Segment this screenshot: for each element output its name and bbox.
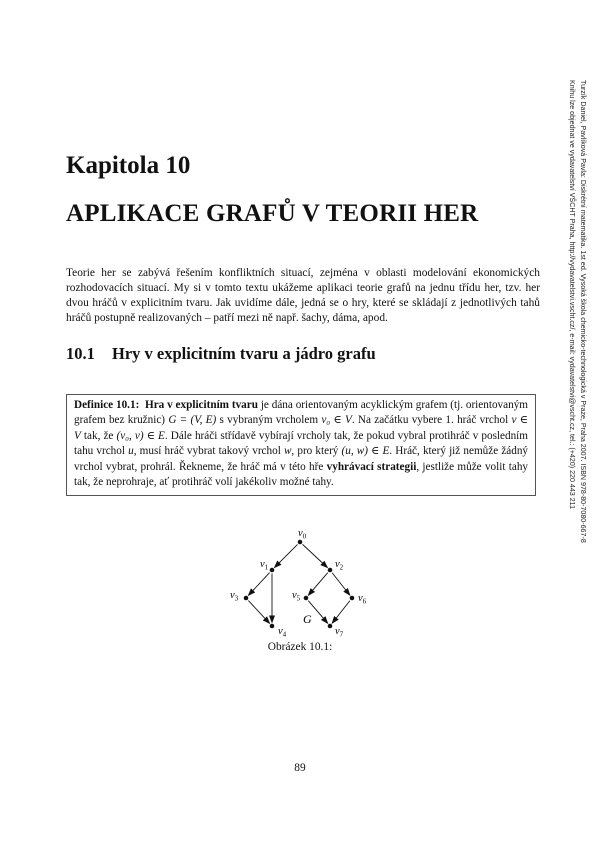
graph-node-label-v6: $v_6$ [358,593,367,606]
math-expression: u [128,445,134,458]
graph-node-v7 [328,624,333,629]
math-expression: v ∈ V [74,414,528,442]
definition-text: s vybraným vrcholem [216,414,322,427]
section-number: 10.1 [66,344,95,363]
graph-edge-v1-v3 [248,573,269,596]
definition-text: tak, že [80,429,117,442]
graph-edge-v6-v7 [332,601,350,623]
definition-text: , jestliže může volit tahy tak, že neprohraje, ať protihráč volí jakékoliv možné tahy. [74,460,529,489]
graph-node-label-v3: $v_3$ [230,590,239,603]
chapter-title: APLIKACE GRAFŮ V TEORII HER [66,200,479,227]
math-expression: G = (V, E) [168,414,217,427]
intro-paragraph: Teorie her se zabývá řešením konfliktních situací, zejména v oblasti modelování ekonomických rozhodovacích situací. My si v tomto textu ukážeme aplikaci teorie grafů na jednu třídu her, tzv. her dvou hráčů v explicitním tvaru. Jak uvidíme dále, jedná se o hry, které se skládají z jednotlivých tahů hráčů postupně realizovaných – patří mezi ně např. šachy, dáma, apod. [66,267,540,324]
graph-node-v5 [304,596,309,601]
section-heading [66,344,376,364]
graph-node-label-v5: $v_5$ [292,590,301,603]
definition-text: . Na začátku vybere 1. hráč vrchol [351,414,512,427]
definition-text: , pro který [291,445,342,458]
chapter-label: Kapitola 10 [66,152,191,179]
graph-node-v3 [244,596,249,601]
graph-edge-v2-v6 [332,573,350,595]
math-expression: (v₀, v) ∈ E [116,429,165,442]
graph-node-label-v1: $v_1$ [260,559,269,572]
graph-edge-v3-v4 [248,601,269,624]
graph-node-label-v2: $v_2$ [335,559,344,572]
definition-text: je dána orientovaným acyklickým grafem (tj. orientovaným grafem bez kružnic) [74,399,529,427]
graph-node-v1 [270,568,275,573]
definition-box [66,394,536,496]
graph-node-v4 [270,624,275,629]
graph-node-label-v0: $v_0$ [298,528,307,541]
math-expression: (u, w) ∈ E [341,445,390,458]
graph-node-label-v7: $v_7$ [335,626,344,639]
side-note-line-2: Knihu lze objednat ve vydavatelství VŠCHT Praha, http://vydavatelstvi.vscht.cz/, e-mail: vydavatelstvi@vscht.cz, tel.: (+420) 220 443 211 [568,80,576,510]
definition-label: Definice 10.1: [74,399,140,411]
graph-node-label-v4: $v_4$ [278,626,287,639]
graph-edge-v0-v1 [274,544,297,567]
definition-text: , musí hráč vybrat takový vrchol [133,445,284,458]
side-note-line-1: Turzík Daniel, Pavlíková Pavla: Diskrétní matematika. 1st ed. Vysoká škola chemicko-technologická v Praze, Praha 2007. ISBN 978-80-7080-667-8 [579,80,587,543]
definition-text: . Hráč, který již nemůže žádný vrchol vybrat, prohrál. Řekneme, že hráč má v této hře [74,445,529,473]
page-number: 89 [294,762,306,774]
math-expression: w [283,445,292,458]
definition-term: Hra v explicitním tvaru [145,399,258,411]
graph-node-v6 [350,596,355,601]
definition-term-2: vyhrávací strategii [326,460,417,473]
graph-edge-v0-v2 [303,544,328,567]
graph-edge-v2-v5 [308,573,327,596]
math-expression: v₀ ∈ V [321,414,352,427]
graph-node-v2 [328,568,333,573]
graph-figure [200,520,400,640]
definition-text: . Dále hráči střídavě vybírají vrcholy tak, že pokud vybral protihráč v posledním tahu vrchol [74,429,528,458]
graph-node-v0 [298,540,303,545]
section-title: Hry v explicitním tvaru a jádro grafu [112,344,376,363]
side-note [564,80,588,580]
figure-caption: Obrázek 10.1: [267,641,333,653]
graph-label: G [303,612,312,626]
